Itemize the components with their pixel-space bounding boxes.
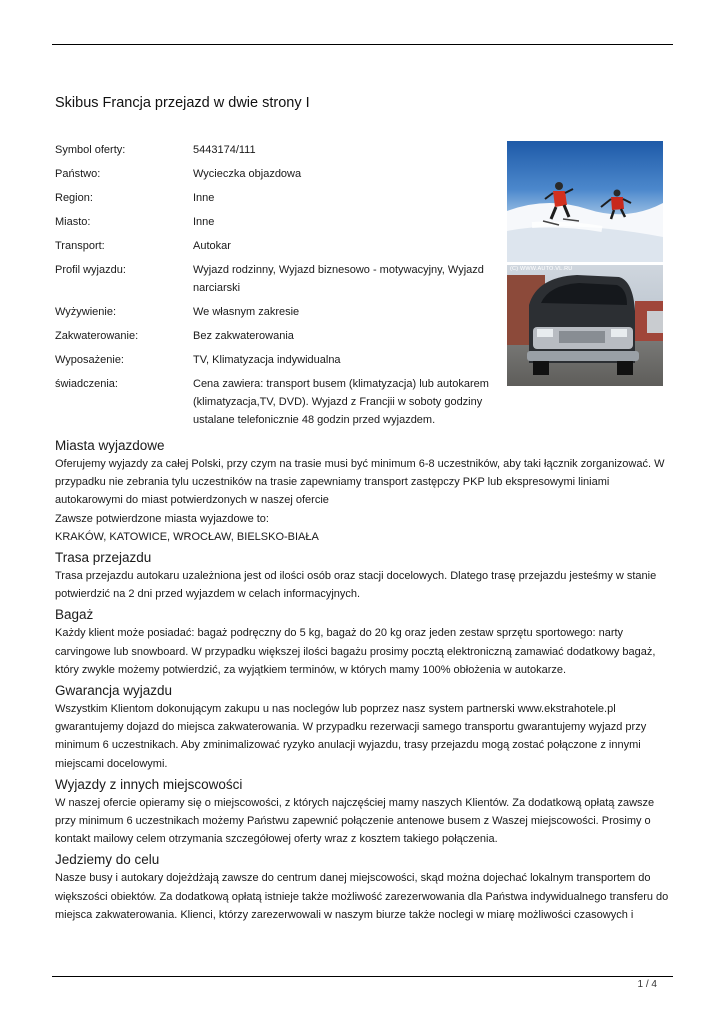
page-number: 1 / 4 [637, 979, 657, 990]
offer-details [55, 141, 495, 435]
top-rule [52, 44, 673, 45]
detail-value [193, 303, 495, 321]
paragraph-line: przy minimum 6 uczestnikach możemy Państwu zapewnić połączenie antenowe busem z Waszej miejscowości. Prosimy o [55, 815, 651, 828]
section-paragraph [55, 624, 675, 679]
detail-row [55, 189, 495, 207]
detail-row [55, 351, 495, 369]
paragraph-line: miejsca zakwaterowania. Klienci, którzy zarezerwowali w naszym biurze także noclegi w miarę możliwości czasowych i [55, 908, 634, 921]
detail-label: Państwo: [55, 168, 101, 180]
detail-row [55, 303, 495, 321]
section-heading: Trasa przejazdu [55, 550, 152, 566]
detail-value [193, 189, 495, 207]
bottom-rule [52, 976, 673, 977]
detail-value-line: Autokar [193, 240, 231, 252]
paragraph-line: Zawsze potwierdzone miasta wyjazdowe to: [55, 512, 269, 525]
minibus-photo-illustration [507, 265, 663, 386]
detail-label: Transport: [55, 240, 105, 252]
paragraph-line: autokarowymi do miast potwierdzonych w naszej ofercie [55, 494, 329, 507]
section-heading: Wyjazdy z innych miejscowości [55, 776, 243, 792]
detail-row [55, 237, 495, 255]
detail-value-line: TV, Klimatyzacja indywidualna [193, 354, 341, 366]
detail-value [193, 375, 495, 429]
detail-label: Zakwaterowanie: [55, 330, 139, 342]
section-heading: Gwarancja wyjazdu [55, 683, 173, 699]
detail-value-line: Cena zawiera: transport busem (klimatyzacja) lub autokarem [193, 378, 489, 390]
detail-value-line: Inne [193, 192, 215, 204]
paragraph-line: W naszej ofercie opieramy się o miejscowości, z których najczęściej mamy naszych Klientów. Za dodatkową opłatą zawsze [55, 796, 655, 809]
paragraph-line: minimum 6 uczestnikach. Aby zminimalizować ryzyko anulacji wyjazdu, trasy przejazdu mogą zostać połączone z innymi [55, 739, 641, 752]
page-title: Skibus Francja przejazd w dwie strony I [55, 95, 310, 111]
photo-watermark: (C) WWW.AUTO.VL.RU [510, 266, 573, 272]
detail-value [193, 351, 495, 369]
skiing-photo-illustration [507, 141, 663, 262]
paragraph-line: miejscami docelowymi. [55, 757, 168, 770]
paragraph-line: Oferujemy wyjazdy za całej Polski, przy czym na trasie musi być minimum 6-8 uczestników, aby taki łącznik zorganizować. W [55, 458, 665, 470]
detail-label: Wyżywienie: [55, 306, 117, 318]
skiing-photo [507, 141, 663, 262]
detail-row [55, 261, 495, 297]
detail-row [55, 141, 495, 159]
detail-label: Symbol oferty: [55, 144, 126, 156]
offer-sections [55, 436, 675, 926]
detail-value-line: Bez zakwaterowania [193, 330, 294, 342]
paragraph-line: gwarantujemy dojazd do miejsca zakwaterowania. W przypadku rezerwacji samego transportu gwarantujemy wyjazd przy [55, 721, 647, 734]
section-paragraph [55, 700, 675, 773]
detail-value [193, 213, 495, 231]
detail-value-line: Wyjazd rodzinny, Wyjazd biznesowo - motywacyjny, Wyjazd [193, 264, 484, 276]
paragraph-line: potwierdzić na 2 dni przed wyjazdem w celach informacyjnych. [55, 588, 361, 601]
detail-row [55, 165, 495, 183]
detail-label: Miasto: [55, 216, 91, 228]
detail-row [55, 213, 495, 231]
section-paragraph [55, 455, 675, 546]
detail-value [193, 327, 495, 345]
detail-label: Profil wyjazdu: [55, 264, 126, 276]
detail-value-line: ustalane telefonicznie 48 godzin przed wyjazdem. [193, 414, 436, 426]
detail-row [55, 375, 495, 429]
detail-value-line: Inne [193, 216, 215, 228]
section-paragraph [55, 869, 675, 924]
section-paragraph [55, 794, 675, 849]
paragraph-line: Każdy klient może posiadać: bagaż podręczny do 5 kg, bagaż do 20 kg oraz jeden zestaw sprzętu sportowego: narty [55, 627, 624, 640]
paragraph-line: większości obiektów. Za dodatkową opłatą istnieje także możliwość zarezerwowania dla Państwa indywidualnego transferu do [55, 890, 669, 903]
detail-row [55, 327, 495, 345]
paragraph-line: przypadku nie zebrania tylu uczestników na trasie zapewniamy transport zastępczy PKP lub ekspresowymi liniami [55, 476, 610, 489]
detail-value-line: Wycieczka objazdowa [193, 168, 302, 180]
detail-value-line: 5443174/111 [193, 144, 256, 156]
section-paragraph [55, 567, 675, 603]
paragraph-line: carvingowe lub snowboard. W przypadku większej ilości bagażu prosimy pocztą elektroniczną zamawiać dodatkowy bagaż, [55, 645, 656, 658]
detail-value [193, 237, 495, 255]
paragraph-line: Trasa przejazdu autokaru uzależniona jest od ilości osób oraz stacji docelowych. Dlatego trasę przejazdu jesteśmy w stanie [55, 570, 657, 583]
minibus-photo [507, 265, 663, 386]
detail-label: świadczenia: [55, 378, 118, 390]
section-heading: Jedziemy do celu [55, 852, 160, 868]
detail-value [193, 141, 495, 159]
detail-value [193, 261, 495, 297]
detail-value-line: We własnym zakresie [193, 306, 300, 318]
detail-value [193, 165, 495, 183]
section-heading: Bagaż [55, 607, 94, 623]
paragraph-line: Nasze busy i autokary dojeżdżają zawsze do centrum danej miejscowości, skąd można dojechać lokalnym transportem do [55, 872, 651, 885]
detail-label: Wyposażenie: [55, 354, 124, 366]
paragraph-line: Wszystkim Klientom dokonującym zakupu u nas noclegów lub poprzez nasz system partnerski www.ekstrahotele.pl [55, 703, 616, 716]
paragraph-line: który zwykle możemy potwierdzić, za wyjątkiem terminów, w których mamy 100% obłożenia w autokarze. [55, 663, 567, 676]
detail-label: Region: [55, 192, 93, 204]
detail-value-line: narciarski [193, 282, 241, 294]
paragraph-line: KRAKÓW, KATOWICE, WROCŁAW, BIELSKO-BIAŁA [55, 530, 319, 543]
detail-value-line: (klimatyzacja,TV, DVD). Wyjazd z Francjii w soboty godziny [193, 396, 483, 408]
paragraph-line: kontakt mailowy celem otrzymania szczegółowej oferty wraz z kosztem takiego połączenia. [55, 833, 498, 846]
section-heading: Miasta wyjazdowe [55, 438, 165, 453]
